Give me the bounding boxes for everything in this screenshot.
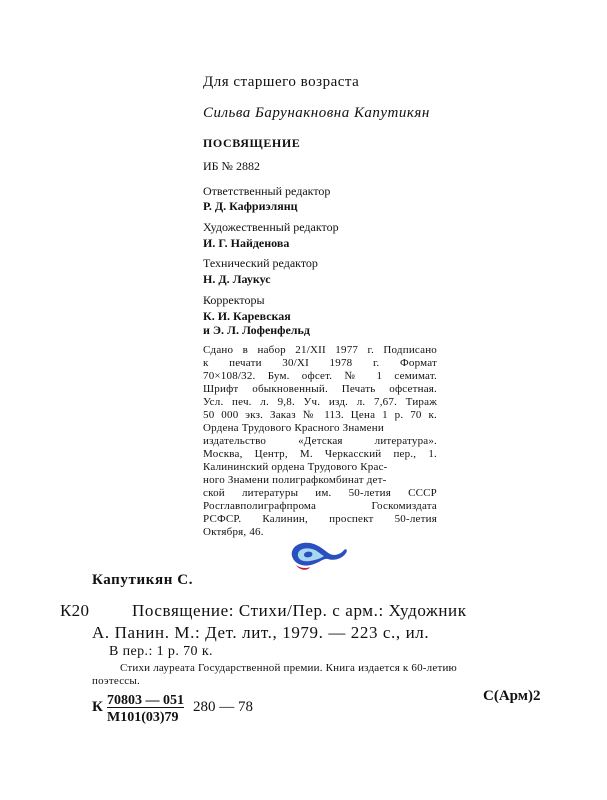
catalog-code-numerator: 70803 — 051	[107, 693, 184, 708]
book-title: ПОСВЯЩЕНИЕ	[203, 136, 301, 150]
imprint-line: Шрифт обыкновенный. Печать офсетная.	[203, 383, 437, 395]
credit-name-art-editor: И. Г. Найденова	[203, 236, 290, 250]
imprint-line: 50 000 экз. Заказ № 113. Цена 1 р. 70 к.	[203, 409, 437, 421]
catalog-annotation-line-1: Стихи лауреата Государственной премии. Книга издается к 60-летию	[120, 662, 457, 674]
catalog-description-line-1: Посвящение: Стихи/Пер. с арм.: Художник	[132, 601, 467, 620]
imprint-line: РСФСР. Калинин, проспект 50-летия	[203, 513, 437, 525]
imprint-line: 70×108/32. Бум. офсет. № 1 семимат.	[203, 370, 437, 382]
catalog-annotation-line-2: поэтессы.	[92, 675, 140, 687]
credit-role-proofreaders: Корректоры	[203, 293, 265, 307]
imprint-line: издательство «Детская литература».	[203, 435, 437, 447]
imprint-line: Ордена Трудового Красного Знамени	[203, 422, 384, 434]
imprint-line: к печати 30/XI 1978 г. Формат	[203, 357, 437, 369]
credit-name-tech-editor: Н. Д. Лаукус	[203, 272, 271, 286]
credit-name-proofreader-2: и Э. Л. Лофенфельд	[203, 323, 310, 337]
catalog-index: К20	[60, 601, 90, 620]
credit-name-responsible-editor: Р. Д. Кафриэлянц	[203, 199, 298, 213]
catalog-code-fraction	[107, 692, 184, 726]
catalog-heading: Капутикян С.	[92, 572, 194, 588]
catalog-code-suffix: 280 — 78	[193, 699, 253, 715]
catalog-description-line-2: А. Панин. М.: Дет. лит., 1979. — 223 с., ил.	[92, 623, 430, 642]
catalog-classification: С(Арм)2	[483, 688, 541, 704]
catalog-code-denominator: М101(03)79	[107, 710, 179, 725]
imprint-line: Усл. печ. л. 9,8. Уч. изд. л. 7,67. Тираж	[203, 396, 437, 408]
age-group-label: Для старшего возраста	[203, 74, 360, 90]
credit-name-proofreader-1: К. И. Каревская	[203, 309, 291, 323]
imprint-line: Росглавполиграфпрома Госкомиздата	[203, 500, 437, 512]
imprint-line: Сдано в набор 21/XII 1977 г. Подписано	[203, 344, 437, 356]
author-full-name: Сильва Барунакновна Капутикян	[203, 105, 430, 121]
imprint-line: ного Знамени полиграфкомбинат дет-	[203, 474, 387, 486]
catalog-code-prefix: К	[92, 699, 103, 715]
scroll-ornament-icon	[286, 538, 350, 577]
ib-number: ИБ № 2882	[203, 159, 261, 173]
imprint-line: ской литературы им. 50-летия СССР	[203, 487, 437, 499]
credit-role-responsible-editor: Ответственный редактор	[203, 184, 331, 198]
catalog-price: В пер.: 1 р. 70 к.	[109, 644, 213, 659]
imprint-line: Октября, 46.	[203, 526, 264, 538]
imprint-paragraph	[203, 344, 437, 539]
credit-role-art-editor: Художественный редактор	[203, 220, 339, 234]
credit-role-tech-editor: Технический редактор	[203, 256, 318, 270]
imprint-line: Москва, Центр, М. Черкасский пер., 1.	[203, 448, 437, 460]
imprint-line: Калининский ордена Трудового Крас-	[203, 461, 388, 473]
